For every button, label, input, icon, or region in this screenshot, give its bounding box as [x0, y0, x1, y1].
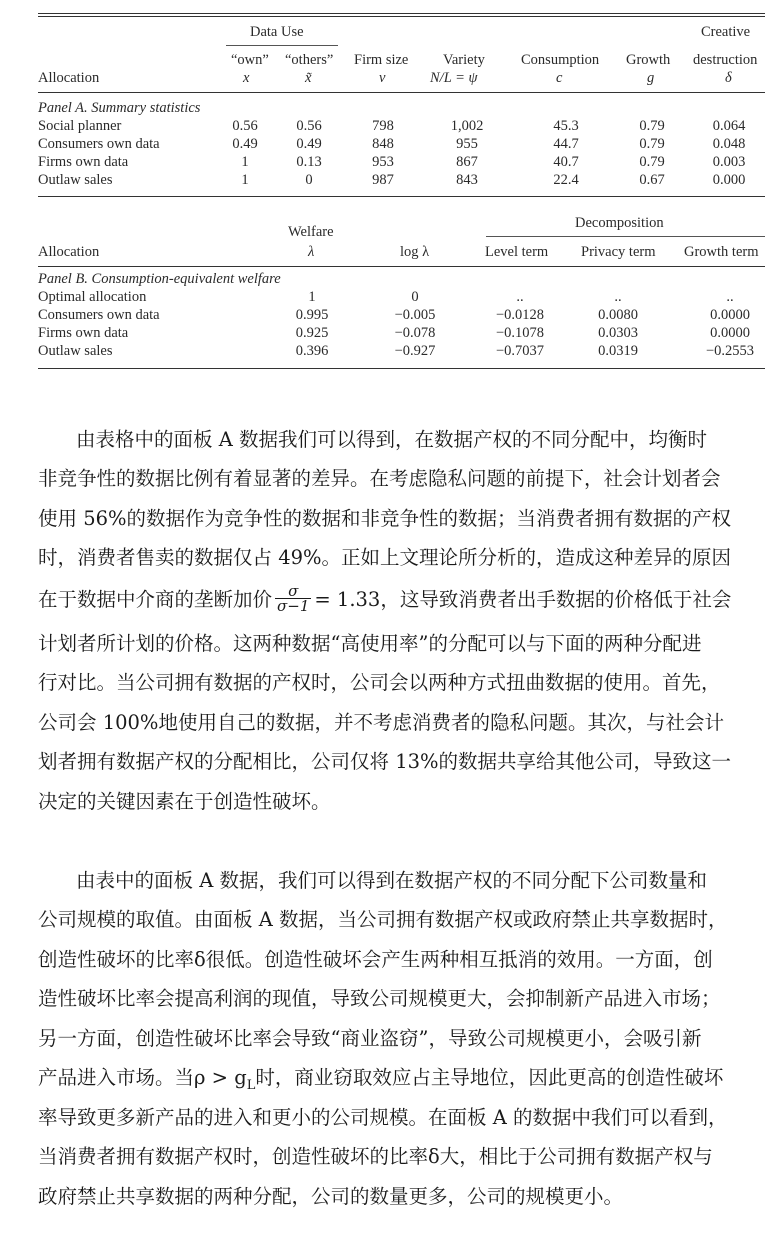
cell-level: −0.1078 — [495, 325, 545, 341]
cell-d: 0.000 — [712, 172, 746, 188]
p2-line-2: 公司规模的取值。由面板 A 数据，当公司拥有数据产权或政府禁止共享数据时， — [38, 908, 728, 931]
cell-name: Outlaw sales — [38, 172, 113, 188]
p1-line-7: 行对比。当公司拥有数据的产权时，公司会以两种方式扭曲数据的使用。首先， — [38, 671, 721, 694]
cell-g: 0.79 — [639, 118, 665, 134]
cell-x: 1 — [241, 154, 249, 170]
privacy-term-header: Privacy term — [581, 244, 656, 260]
top-rule-2 — [38, 16, 765, 17]
header-a-row-1 — [38, 24, 765, 42]
p1-line-9: 划者拥有数据产权的分配相比，公司仅将 13%的数据共享给其他公司，导致这一 — [38, 750, 732, 773]
panel-b-title — [38, 271, 765, 289]
cell-c: 40.7 — [553, 154, 579, 170]
p1-line-4: 时，消费者售卖的数据仅占 49%。正如上文理论所分析的，造成这种差异的原因 — [38, 546, 732, 569]
cell-name: Optimal allocation — [38, 289, 147, 305]
cell-xt: 0.13 — [296, 154, 322, 170]
consumption-header: Consumption — [521, 52, 600, 68]
panel-a-title — [38, 100, 765, 118]
table-row — [38, 136, 765, 154]
p1-line-5-post: = 1.33，这导致消费者出手数据的价格低于社会 — [314, 588, 732, 611]
cell-nu: 953 — [372, 154, 394, 170]
cell-name: Outlaw sales — [38, 343, 113, 359]
cell-name: Firms own data — [38, 325, 129, 341]
header-b-row-welfare — [38, 224, 765, 242]
cell-nu: 798 — [372, 118, 394, 134]
header-b-rule — [38, 266, 765, 267]
destruction-symbol: δ — [725, 70, 732, 86]
p2-line-6-post: 时，商业窃取效应占主导地位，因此更高的创造性破坏 — [255, 1066, 724, 1089]
firm-size-header: Firm size — [354, 52, 409, 68]
cell-psi: 867 — [456, 154, 478, 170]
p1-line-6: 计划者所计划的价格。这两种数据“高使用率”的分配可以与下面的两种分配进 — [38, 632, 702, 655]
firm-size-symbol: ν — [379, 70, 386, 86]
p2-line-7: 率导致更多新产品的进入和更小的公司规模。在面板 A 的数据中我们可以看到， — [38, 1106, 728, 1129]
table-row — [38, 343, 765, 361]
growth-symbol: g — [647, 70, 655, 86]
welfare-symbol: λ — [308, 244, 315, 260]
welfare-header: Welfare — [288, 224, 334, 240]
p1-line-2: 非竞争性的数据比例有着显著的差异。在考虑隐私问题的前提下，社会计划者会 — [38, 467, 721, 490]
p1-line-1: 由表格中的面板 A 数据我们可以得到，在数据产权的不同分配中，均衡时 — [76, 428, 707, 451]
panel-divider-rule — [38, 196, 765, 197]
cell-w: 0.995 — [295, 307, 329, 323]
cell-d: 0.048 — [712, 136, 746, 152]
cell-growth: 0.0000 — [710, 307, 750, 323]
cell-c: 45.3 — [553, 118, 579, 134]
cell-w: 0.396 — [295, 343, 329, 359]
cell-log: −0.927 — [394, 343, 436, 359]
p2-line-3: 创造性破坏的比率δ很低。创造性破坏会产生两种相互抵消的效用。一方面，创 — [38, 948, 713, 971]
variety-symbol: N/L = ψ — [430, 70, 478, 86]
cell-nu: 987 — [372, 172, 394, 188]
cell-x: 0.56 — [232, 118, 258, 134]
p2-line-4: 造性破坏比率会提高利润的现值，导致公司规模更大，会抑制新产品进入市场； — [38, 987, 721, 1010]
cell-psi: 843 — [456, 172, 478, 188]
cell-growth: .. — [726, 289, 734, 305]
others-header: “others” — [285, 52, 334, 68]
table-row — [38, 118, 765, 136]
bottom-rule — [38, 368, 765, 369]
header-a-rule — [38, 92, 765, 93]
cell-level: −0.7037 — [495, 343, 545, 359]
p1-line-5 — [38, 582, 732, 615]
panel-a-title-text: Panel A. Summary statistics — [38, 100, 201, 116]
panel-b-title-text: Panel B. Consumption-equivalent welfare — [38, 271, 281, 287]
cell-g: 0.79 — [639, 136, 665, 152]
cell-privacy: 0.0319 — [598, 343, 638, 359]
p2-line-8: 当消费者拥有数据产权时，创造性破坏的比率δ大，相比于公司拥有数据产权与 — [38, 1145, 713, 1168]
cell-nu: 848 — [372, 136, 394, 152]
others-symbol: x̃ — [305, 70, 312, 86]
table-row — [38, 325, 765, 343]
cell-c: 44.7 — [553, 136, 579, 152]
cell-x: 1 — [241, 172, 249, 188]
cell-name: Consumers own data — [38, 307, 160, 323]
header-b-row-2 — [38, 244, 765, 262]
p2-line-6-subscript: L — [246, 1077, 256, 1093]
cell-xt: 0.56 — [296, 118, 322, 134]
data-use-rule — [226, 45, 338, 46]
p1-line-8: 公司会 100%地使用自己的数据，并不考虑消费者的隐私问题。其次，与社会计 — [38, 711, 724, 734]
cell-privacy: 0.0080 — [598, 307, 638, 323]
header-a-row-2 — [38, 52, 765, 70]
cell-growth: −0.2553 — [705, 343, 755, 359]
cell-name: Social planner — [38, 118, 122, 134]
cell-log: 0 — [411, 289, 419, 305]
p1-line-3: 使用 56%的数据作为竞争性的数据和非竞争性的数据；当消费者拥有数据的产权 — [38, 507, 732, 530]
fraction-denominator: σ−1 — [277, 597, 310, 615]
log-header: log λ — [400, 244, 430, 260]
data-use-group-label: Data Use — [250, 24, 304, 40]
header-a-row-3 — [38, 70, 765, 88]
own-header: “own” — [231, 52, 269, 68]
cell-xt: 0.49 — [296, 136, 322, 152]
cell-d: 0.064 — [712, 118, 746, 134]
decomposition-header: Decomposition — [575, 215, 664, 231]
cell-log: −0.078 — [394, 325, 436, 341]
cell-w: 0.925 — [295, 325, 329, 341]
level-term-header: Level term — [485, 244, 549, 260]
consumption-symbol: c — [556, 70, 563, 86]
p1-line-10: 决定的关键因素在于创造性破坏。 — [38, 790, 331, 813]
fraction-numerator: σ — [275, 584, 311, 599]
cell-psi: 955 — [456, 136, 478, 152]
cell-privacy: 0.0303 — [598, 325, 638, 341]
cell-level: −0.0128 — [495, 307, 545, 323]
cell-g: 0.79 — [639, 154, 665, 170]
cell-x: 0.49 — [232, 136, 258, 152]
growth-term-header: Growth term — [684, 244, 759, 260]
allocation-header-b: Allocation — [38, 244, 100, 260]
p2-line-6-pre: 产品进入市场。当ρ > g — [38, 1066, 247, 1089]
p1-line-5-pre: 在于数据中介商的垄断加价 — [38, 588, 273, 611]
table-row — [38, 154, 765, 172]
cell-c: 22.4 — [553, 172, 579, 188]
growth-header: Growth — [626, 52, 671, 68]
table-row — [38, 307, 765, 325]
table-row — [38, 289, 765, 307]
p2-line-5: 另一方面，创造性破坏比率会导致“商业盗窃”，导致公司规模更小，会吸引新 — [38, 1027, 702, 1050]
cell-xt: 0 — [305, 172, 313, 188]
cell-privacy: .. — [614, 289, 622, 305]
cell-level: .. — [516, 289, 524, 305]
allocation-header-a: Allocation — [38, 70, 100, 86]
own-symbol: x — [243, 70, 250, 86]
markup-fraction — [275, 584, 311, 613]
cell-name: Consumers own data — [38, 136, 160, 152]
cell-psi: 1,002 — [450, 118, 484, 134]
table-row — [38, 172, 765, 190]
cell-name: Firms own data — [38, 154, 129, 170]
cell-growth: 0.0000 — [710, 325, 750, 341]
top-rule — [38, 13, 765, 14]
p2-line-6 — [38, 1063, 723, 1093]
cell-log: −0.005 — [394, 307, 436, 323]
p2-line-9: 政府禁止共享数据的两种分配，公司的数量更多，公司的规模更小。 — [38, 1185, 624, 1208]
destruction-header: destruction — [693, 52, 758, 68]
creative-label: Creative — [701, 24, 751, 40]
cell-w: 1 — [308, 289, 316, 305]
variety-header: Variety — [443, 52, 485, 68]
cell-g: 0.67 — [639, 172, 665, 188]
cell-d: 0.003 — [712, 154, 746, 170]
p2-line-1: 由表中的面板 A 数据，我们可以得到在数据产权的不同分配下公司数量和 — [76, 869, 707, 892]
